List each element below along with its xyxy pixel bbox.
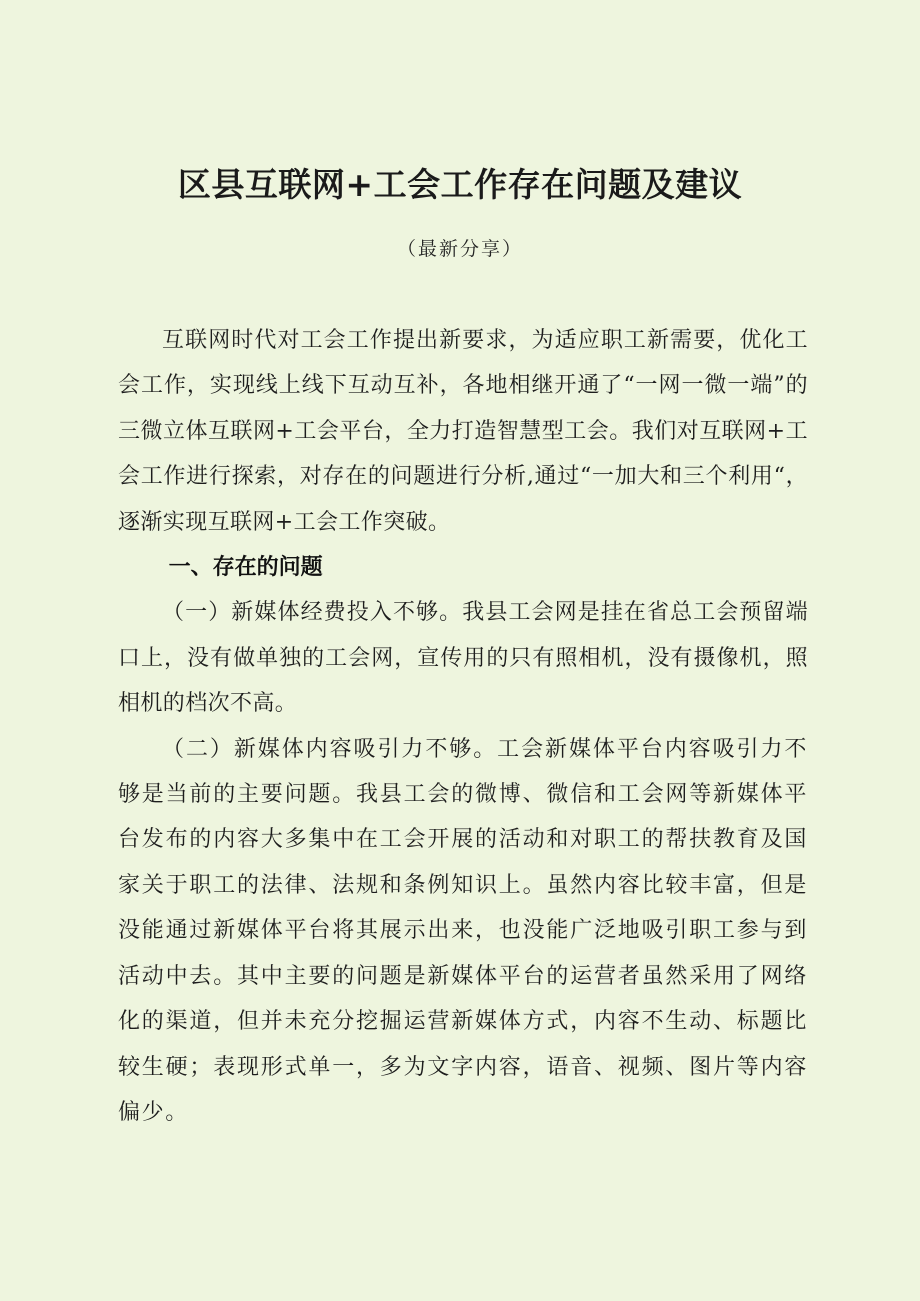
- document-body: [118, 318, 808, 1135]
- section-heading: 一、存在的问题: [168, 555, 323, 581]
- document-title: 区县互联网+工会工作存在问题及建议: [177, 165, 743, 204]
- intro-paragraph: 互联网时代对工会工作提出新要求，为适应职工新需要，优化工会工作，实现线上线下互动互补，各地相继开通了“一网一微一端”的三微立体互联网+工会平台，全力打造智慧型工会。我们对互联网+工会工作进行探索，对存在的问题进行分析,通过“一加大和三个利用“，逐渐实现互联网+工会工作突破。: [118, 328, 808, 535]
- section-paragraph-1: （一）新媒体经费投入不够。我县工会网是挂在省总工会预留端口上，没有做单独的工会网，宣传用的只有照相机，没有摄像机，照相机的档次不高。: [118, 600, 808, 717]
- document-subtitle: （最新分享）: [396, 238, 523, 260]
- section-paragraph-2: （二）新媒体内容吸引力不够。工会新媒体平台内容吸引力不够是当前的主要问题。我县工会的微博、微信和工会网等新媒体平台发布的内容大多集中在工会开展的活动和对职工的帮扶教育及国家关于职工的法律、法规和条例知识上。虽然内容比较丰富，但是没能通过新媒体平台将其展示出来，也没能广泛地吸引职工参与到活动中去。其中主要的问题是新媒体平台的运营者虽然采用了网络化的渠道，但并未充分挖掘运营新媒体方式，内容不生动、标题比较生硬；表现形式单一，多为文字内容，语音、视频、图片等内容偏少。: [118, 736, 808, 1125]
